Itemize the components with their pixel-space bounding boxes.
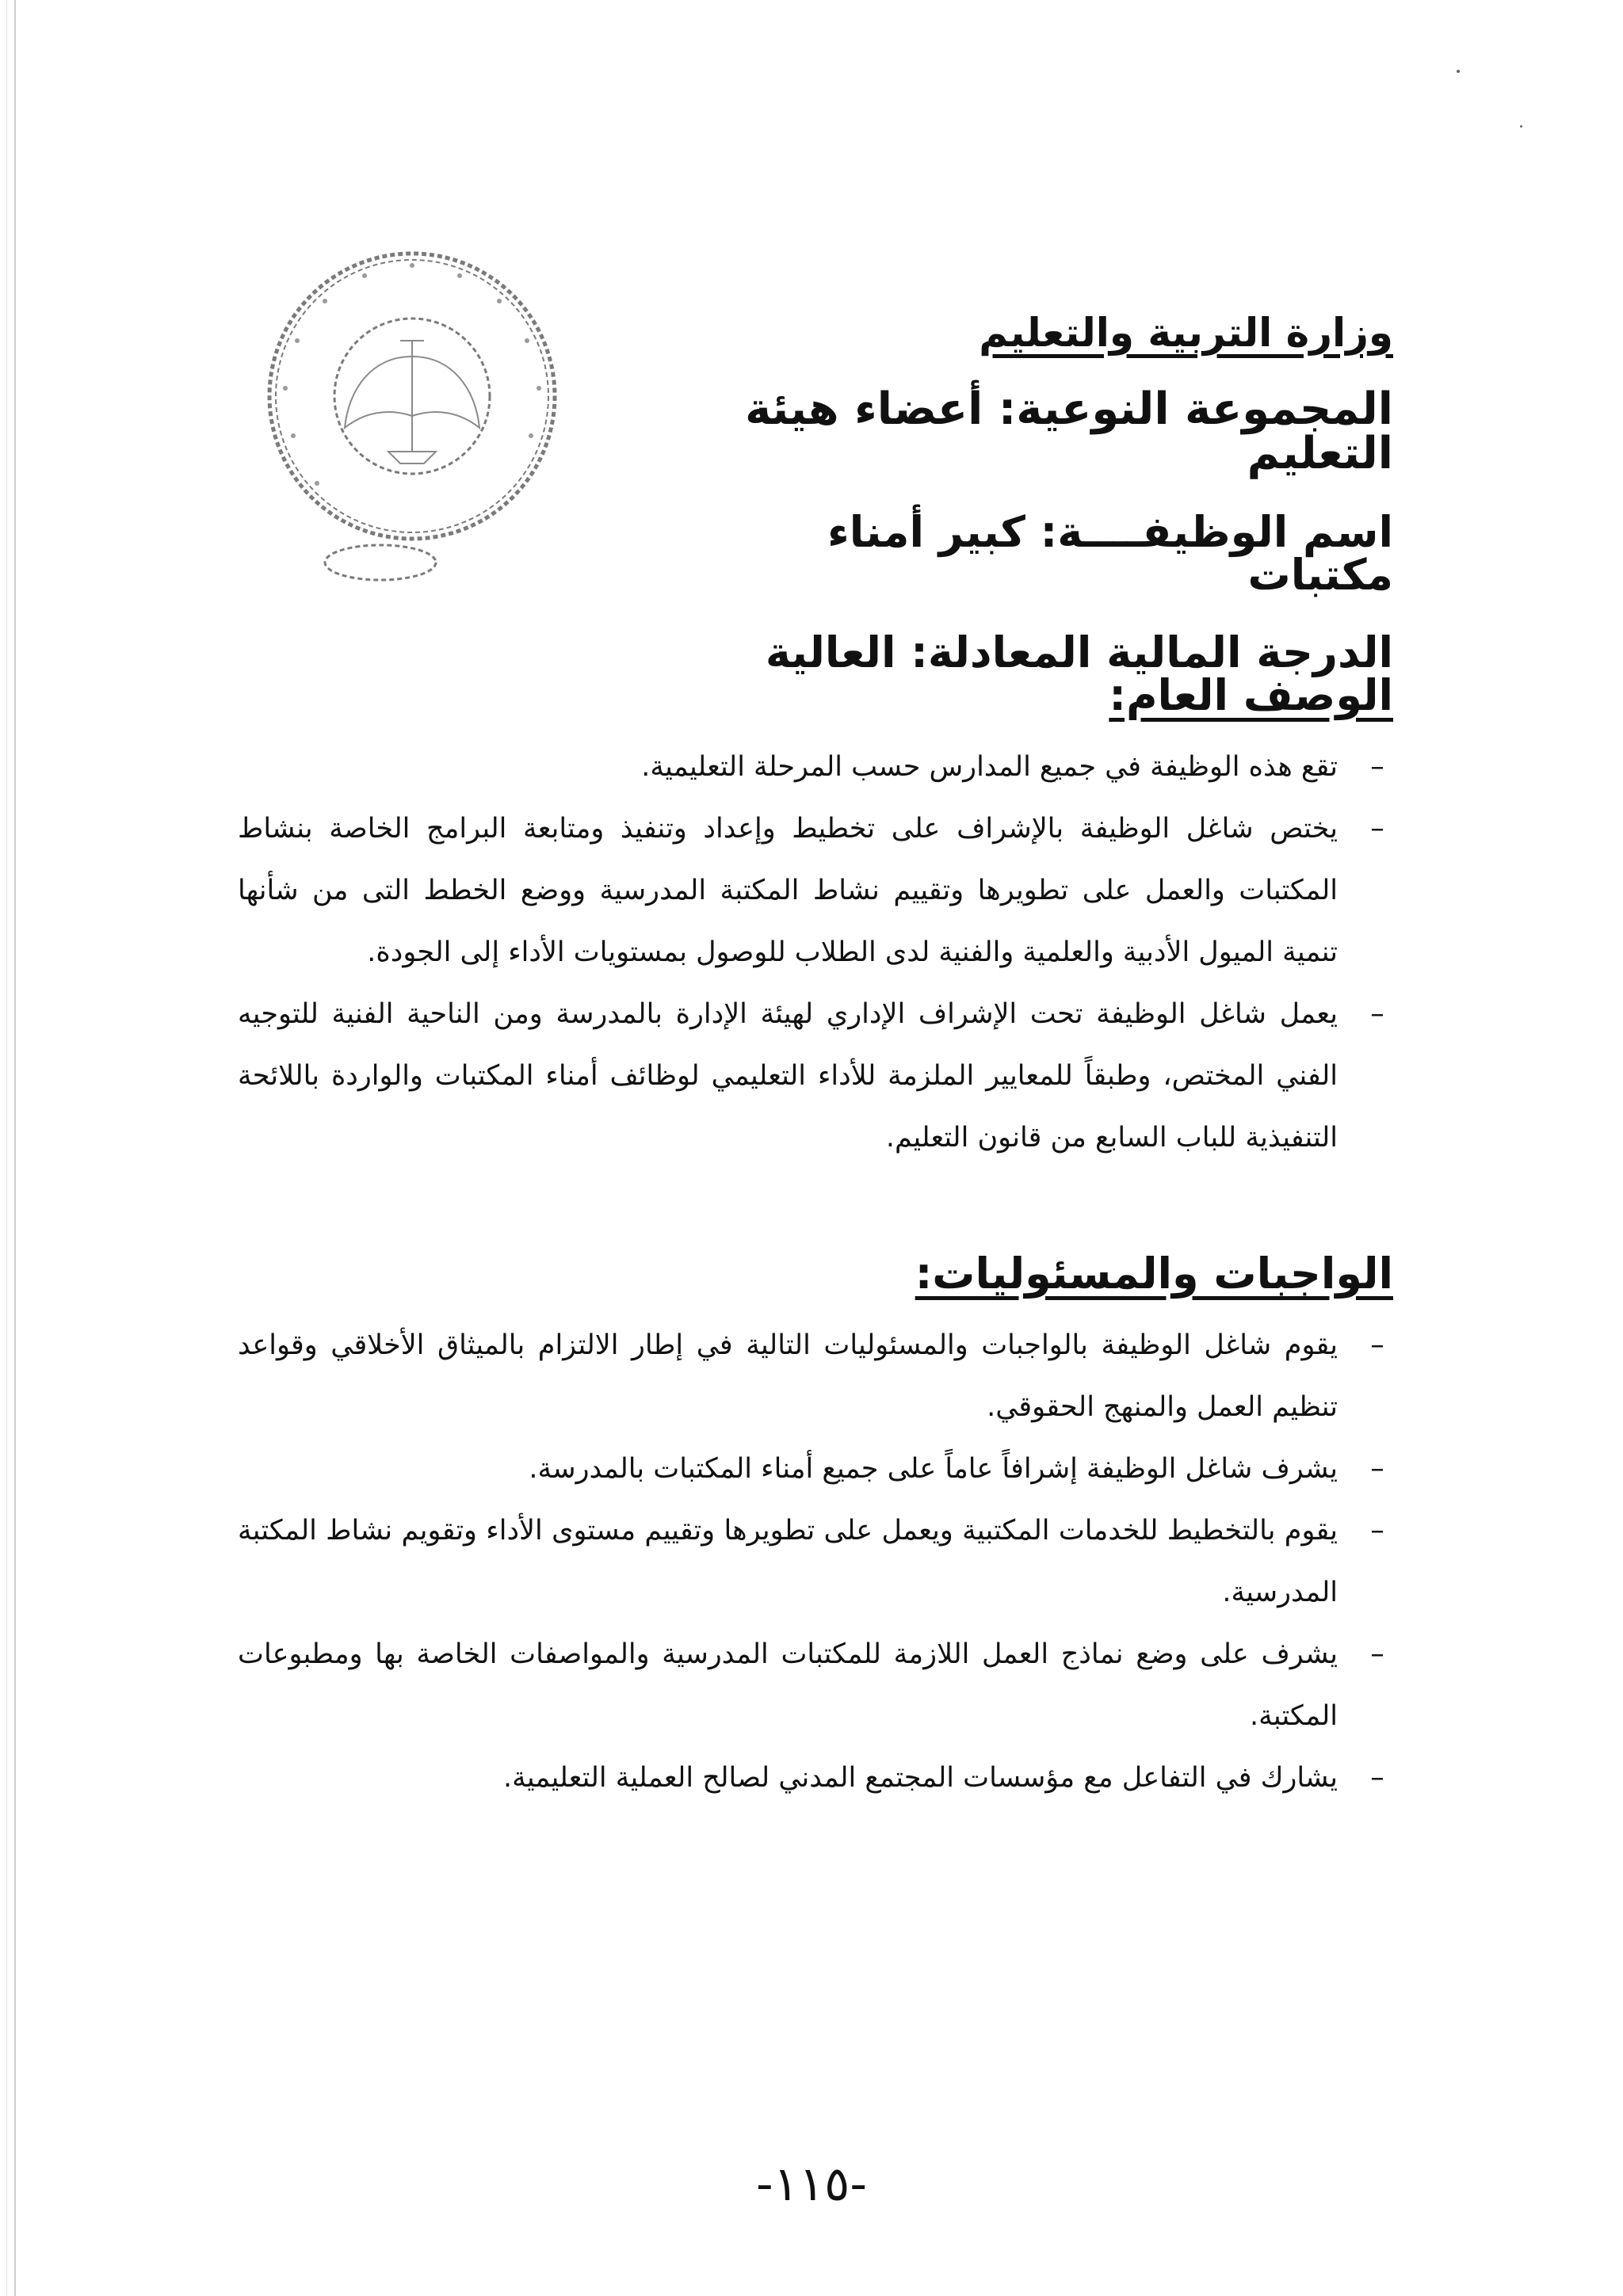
list-item (238, 983, 1393, 1169)
list-dash: – (1370, 813, 1384, 845)
list-item (238, 1500, 1393, 1623)
list-item (238, 1623, 1393, 1747)
list-dash: – (1370, 1329, 1384, 1362)
list-dash: – (1370, 998, 1384, 1031)
list-item (238, 1438, 1393, 1500)
duties-section (238, 1250, 1393, 1809)
section-title-duties: الواجبات والمسئوليات: (915, 1249, 1393, 1299)
scan-speck (1457, 70, 1460, 73)
section-title-general: الوصف العام: (1109, 670, 1393, 720)
list-item (238, 736, 1393, 798)
list-dash: – (1370, 1638, 1384, 1671)
duties-list (238, 1314, 1393, 1809)
item-text: يختص شاغل الوظيفة بالإشراف على تخطيط وإعداد وتنفيذ ومتابعة البرامج الخاصة بنشاط المكتبات والعمل على تطويرها وتقييم نشاط المكتبة المدرسية ووضع الخطط التى من شأنها تنمية الميول الأدبية والعلمية والفنية لدى الطلاب للوصول بمستويات الأداء إلى الجودة. (238, 813, 1338, 969)
list-dash: – (1370, 1762, 1384, 1794)
item-text: تقع هذه الوظيفة في جميع المدارس حسب المرحلة التعليمية. (641, 751, 1338, 784)
scan-edge-line (14, 0, 16, 2296)
list-item (238, 798, 1393, 983)
list-dash: – (1370, 1515, 1384, 1547)
job-title-line: اسم الوظيفــــة: كبير أمناء مكتبات (827, 507, 1393, 600)
item-text: يشارك في التفاعل مع مؤسسات المجتمع المدني لصالح العملية التعليمية. (502, 1762, 1338, 1794)
financial-grade-line: الدرجة المالية المعادلة: العالية (765, 627, 1393, 677)
ministry-title: وزارة التربية والتعليم (979, 310, 1393, 356)
item-text: يقوم شاغل الوظيفة بالواجبات والمسئوليات التالية في إطار الالتزام بالميثاق الأخلاقي وقواعد تنظيم العمل والمنهج الحقوقي. (238, 1329, 1338, 1424)
list-item (238, 1314, 1393, 1438)
list-item (238, 1747, 1393, 1809)
list-dash: – (1370, 1453, 1384, 1486)
item-text: يشرف على وضع نماذج العمل اللازمة للمكتبات المدرسية والمواصفات الخاصة بها ومطبوعات المكتبة. (238, 1638, 1338, 1733)
document-header (680, 310, 1393, 677)
item-text: يشرف شاغل الوظيفة إشرافاً عاماً على جميع أمناء المكتبات بالمدرسة. (529, 1453, 1338, 1486)
general-description-list (238, 736, 1393, 1169)
list-dash: – (1370, 751, 1384, 784)
item-text: يعمل شاغل الوظيفة تحت الإشراف الإداري لهيئة الإدارة بالمدرسة ومن الناحية الفنية للتوجيه الفني المختص، وطبقاً للمعايير الملزمة للأداء التعليمي لوظائف أمناء المكتبات والواردة باللائحة التنفيذية للباب السابع من قانون التعليم. (238, 998, 1338, 1154)
category-line: المجموعة النوعية: أعضاء هيئة التعليم (745, 383, 1393, 479)
page-number: -١١٥- (756, 2157, 867, 2212)
official-seal-stamp (254, 238, 586, 602)
scan-edge-line (6, 0, 7, 2296)
item-text: يقوم بالتخطيط للخدمات المكتبية ويعمل على تطويرها وتقييم مستوى الأداء وتقويم نشاط المكتبة المدرسية. (238, 1515, 1338, 1609)
scan-speck (1520, 125, 1522, 128)
general-description-section (238, 672, 1393, 1169)
